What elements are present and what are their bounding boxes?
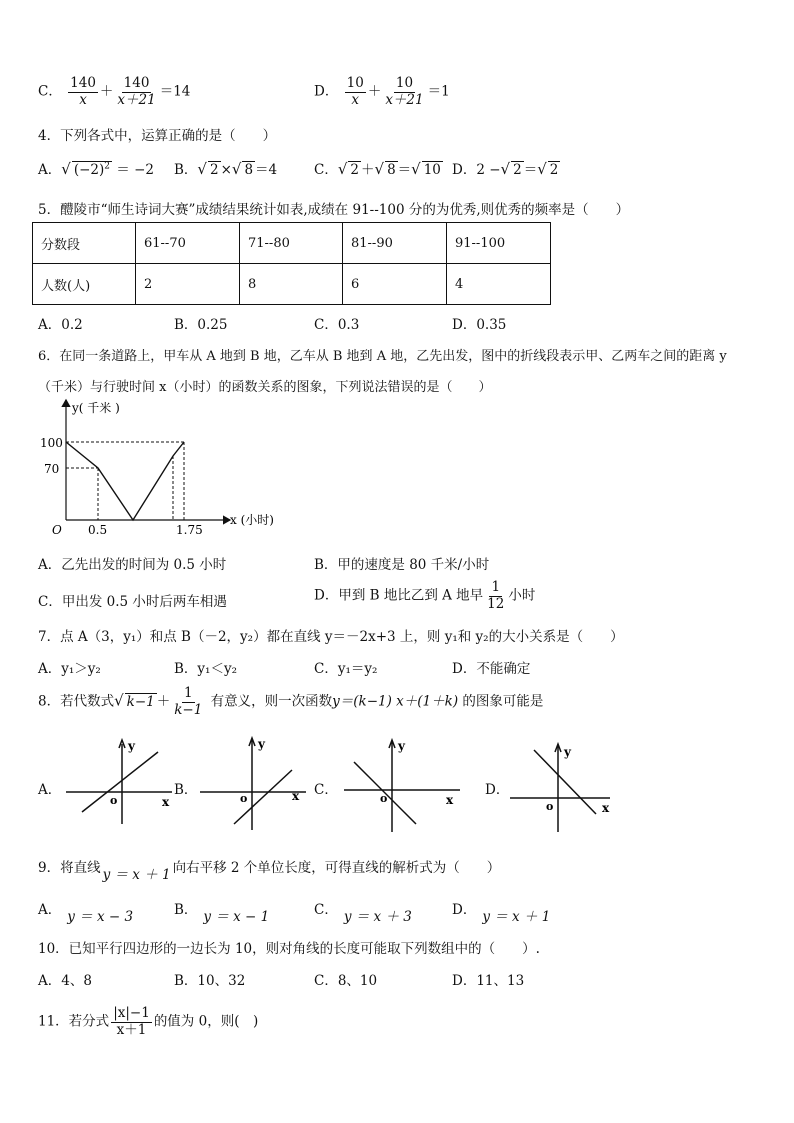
fraction: $\frac{10}{x}$ [346,75,364,108]
q10-option-b: B．10、32 [174,973,246,989]
fraction: $\frac{|x|-1}{x+1}$ [113,1005,150,1038]
q7-option-b: B．y₁＜y₂ [174,661,237,677]
fraction: $\frac{1}{k-1}$ [174,685,203,718]
q7-stem: 7．点 A（3，y₁）和点 B（－2，y₂）都在直线 y＝－2x+3 上，则 y₁和 y₂的大小关系是（ ） [38,629,624,645]
q4-option-c: C．√ 2 ＋√ 8 ＝√ 10 [314,160,441,178]
svg-text:x: x [292,789,300,803]
x-tick-1.75: 1.75 [176,523,203,536]
fraction: $\frac{1}{12}$ [487,579,505,612]
y-tick-70: 70 [44,462,60,476]
q6-option-d: D．甲到 B 地比乙到 A 地早 $\frac{1}{12}$ 小时 [314,579,536,612]
fraction: $\frac{10}{x+21}$ [385,75,424,108]
q6-stem-line2: （千米）与行驶时间 x（小时）的函数关系的图象，下列说法错误的是（ ） [38,380,492,395]
q10-option-a: A．4、8 [38,973,92,989]
q5-stem: 5．醴陵市“师生诗词大赛”成绩结果统计如表,成绩在 91--100 分的为优秀,则优秀的频率是（ ） [38,202,630,218]
q8-label-d: D． [485,782,510,798]
svg-text:o: o [380,792,388,805]
svg-text:x: x [602,801,610,815]
x-axis-label: x (小时) [230,513,274,527]
fraction: $\frac{140}{x}$ [70,75,96,108]
q10-option-c: C．8、10 [314,973,378,989]
q6-option-b: B．甲的速度是 80 千米/小时 [314,557,490,573]
distance-polyline [66,442,184,520]
q8-label-c: C． [314,782,338,798]
y-tick-100: 100 [40,436,63,450]
q9-option-a: A． y ＝ x − 3 [38,902,134,925]
q10-option-d: D．11、13 [452,973,525,989]
svg-text:o: o [240,792,248,805]
svg-text:y: y [128,739,135,753]
q7-option-d: D．不能确定 [452,661,531,677]
q8-graph-d [506,740,618,834]
q8-label-b: B． [174,782,198,798]
q9-option-d: D． y ＝ x ＋ 1 [452,902,551,925]
svg-text:o: o [546,800,554,813]
y-axis-label: y( 千米 ) [72,401,120,415]
q5-option-a: A．0.2 [38,317,83,333]
origin-label: O [52,523,62,536]
table-row: 分数段 61--70 71--80 81--90 91--100 [33,223,551,264]
q8-graph-a [62,738,182,828]
q5-option-c: C．0.3 [314,317,360,333]
q8-label-a: A． [38,782,62,798]
svg-text:x: x [162,795,170,809]
q6-option-c: C．甲出发 0.5 小时后两车相遇 [38,594,227,610]
fraction: $\frac{140}{x+21}$ [117,75,156,108]
q8-stem: 8．若代数式√ k−1 ＋ $\frac{1}{k-1}$ 有意义，则一次函数y＝(k−1) x＋(1＋k) 的图象可能是 [38,685,544,718]
q9-stem: 9．将直线 y ＝ x ＋ 1 向右平移 2 个单位长度，可得直线的解析式为（ ） [38,860,501,883]
x-tick-0.5: 0.5 [88,523,108,536]
svg-text:x: x [446,793,454,807]
q7-option-c: C．y₁＝y₂ [314,661,378,677]
svg-text:y: y [398,739,405,753]
q5-option-d: D．0.35 [452,317,507,333]
q8-graph-c [340,736,466,834]
q8-graph-b [196,734,316,834]
distance-time-graph [40,396,290,536]
q5-option-b: B．0.25 [174,317,228,333]
q9-option-b: B． y ＝ x − 1 [174,902,270,925]
q9-option-c: C． y ＝ x ＋ 3 [314,902,412,925]
q3-option-c: C． $\frac{140}{x}$ ＋ $\frac{140}{x+21}$ ＝14 [38,75,191,108]
q6-option-a: A．乙先出发的时间为 0.5 小时 [38,557,227,573]
svg-text:o: o [110,794,118,807]
q6-stem-line1: 6．在同一条道路上，甲车从 A 地到 B 地，乙车从 B 地到 A 地，乙先出发，图中的折线段表示甲、乙两车之间的距离 y [38,349,727,364]
q10-stem: 10．已知平行四边形的一边长为 10，则对角线的长度可能取下列数组中的（ ）. [38,941,540,957]
q4-option-b: B．√ 2 ×√ 8 ＝4 [174,160,278,178]
q4-option-d: D．2 −√ 2 ＝√ 2 [452,160,559,178]
svg-text:y: y [564,745,571,759]
score-table [32,222,551,305]
q4-stem: 4．下列各式中，运算正确的是（ ） [38,128,277,144]
table-row: 人数(人) 2 8 6 4 [33,264,551,305]
svg-text:y: y [258,737,265,751]
q11-stem: 11．若分式 $\frac{|x|-1}{x+1}$ 的值为 0，则( ) [38,1005,259,1038]
q4-option-a: A．√ $(-2)^2 = -2$ [38,160,154,178]
q7-option-a: A．y₁＞y₂ [38,661,101,677]
q3-option-d: D． $\frac{10}{x}$ ＋ $\frac{10}{x+21}$ ＝1 [314,75,450,108]
